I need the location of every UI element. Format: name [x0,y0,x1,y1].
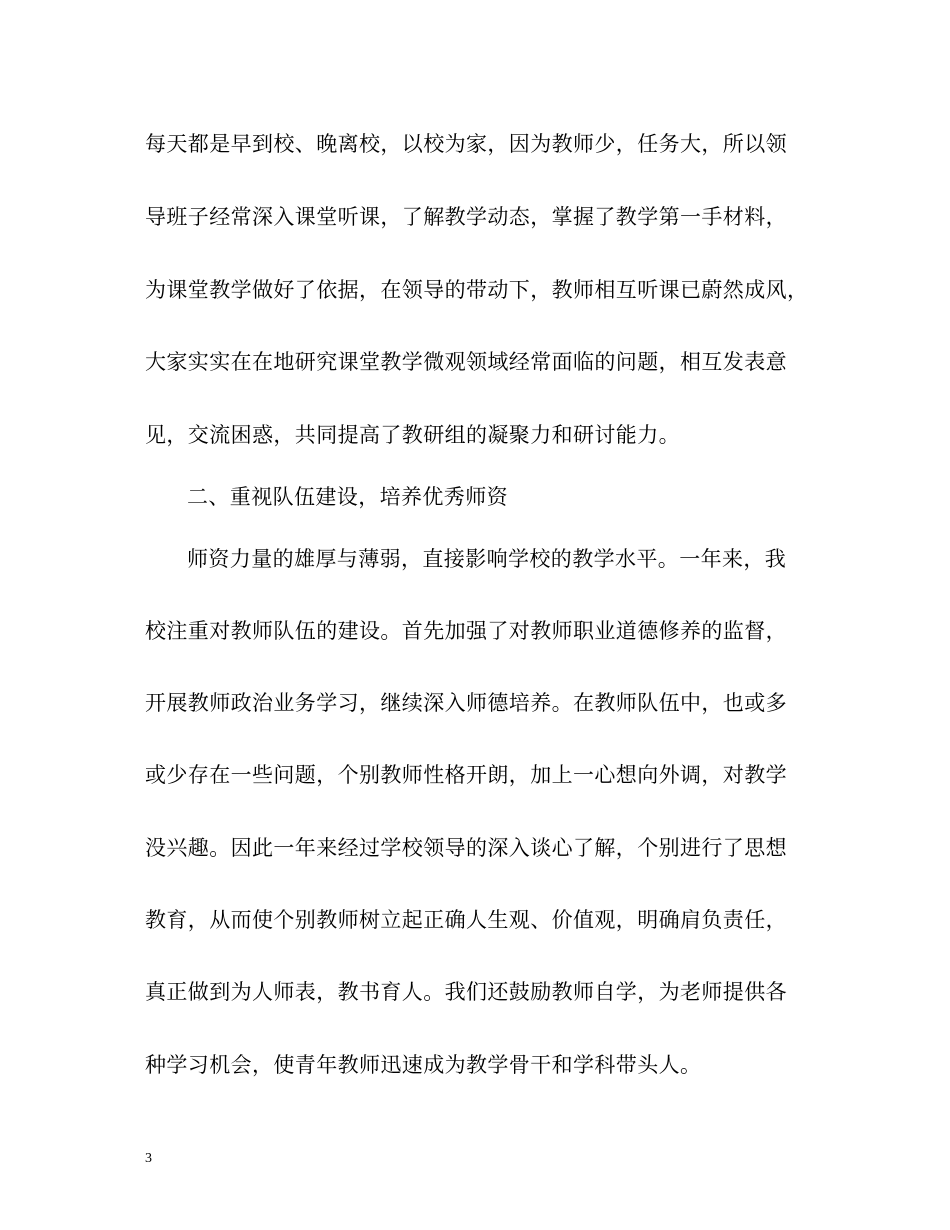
body-text-line: 校注重对教师队伍的建设。首先加强了对教师职业道德修养的监督， [145,619,787,643]
page-number: 3 [145,1151,152,1166]
body-text-line: 种学习机会，使青年教师迅速成为教学骨干和学科带头人。 [145,1053,702,1077]
body-text-line: 真正做到为人师表，教书育人。我们还鼓励教师自学，为老师提供各 [145,980,787,1004]
body-text-line: 没兴趣。因此一年来经过学校领导的深入谈心了解，个别进行了思想 [145,836,787,860]
section-heading: 二、重视队伍建设，培养优秀师资 [187,485,508,509]
body-text-line: 每天都是早到校、晚离校，以校为家，因为教师少，任务大，所以领 [145,132,787,156]
paragraph-first-line: 师资力量的雄厚与薄弱，直接影响学校的教学水平。一年来，我 [187,547,787,571]
body-text-line: 教育，从而使个别教师树立起正确人生观、价值观，明确肩负责任， [145,908,787,932]
body-text-line: 或少存在一些问题，个别教师性格开朗，加上一心想向外调，对教学 [145,763,787,787]
body-text-line: 为课堂教学做好了依据，在领导的带动下，教师相互听课已蔚然成风， [145,278,809,302]
body-text-line: 导班子经常深入课堂听课，了解教学动态，掌握了教学第一手材料， [145,205,787,229]
body-text-line: 见，交流困惑，共同提高了教研组的凝聚力和研讨能力。 [145,423,680,447]
body-text-line: 大家实实在在地研究课堂教学微观领域经常面临的问题，相互发表意 [145,350,787,374]
body-text-line: 开展教师政治业务学习，继续深入师德培养。在教师队伍中，也或多 [145,691,787,715]
